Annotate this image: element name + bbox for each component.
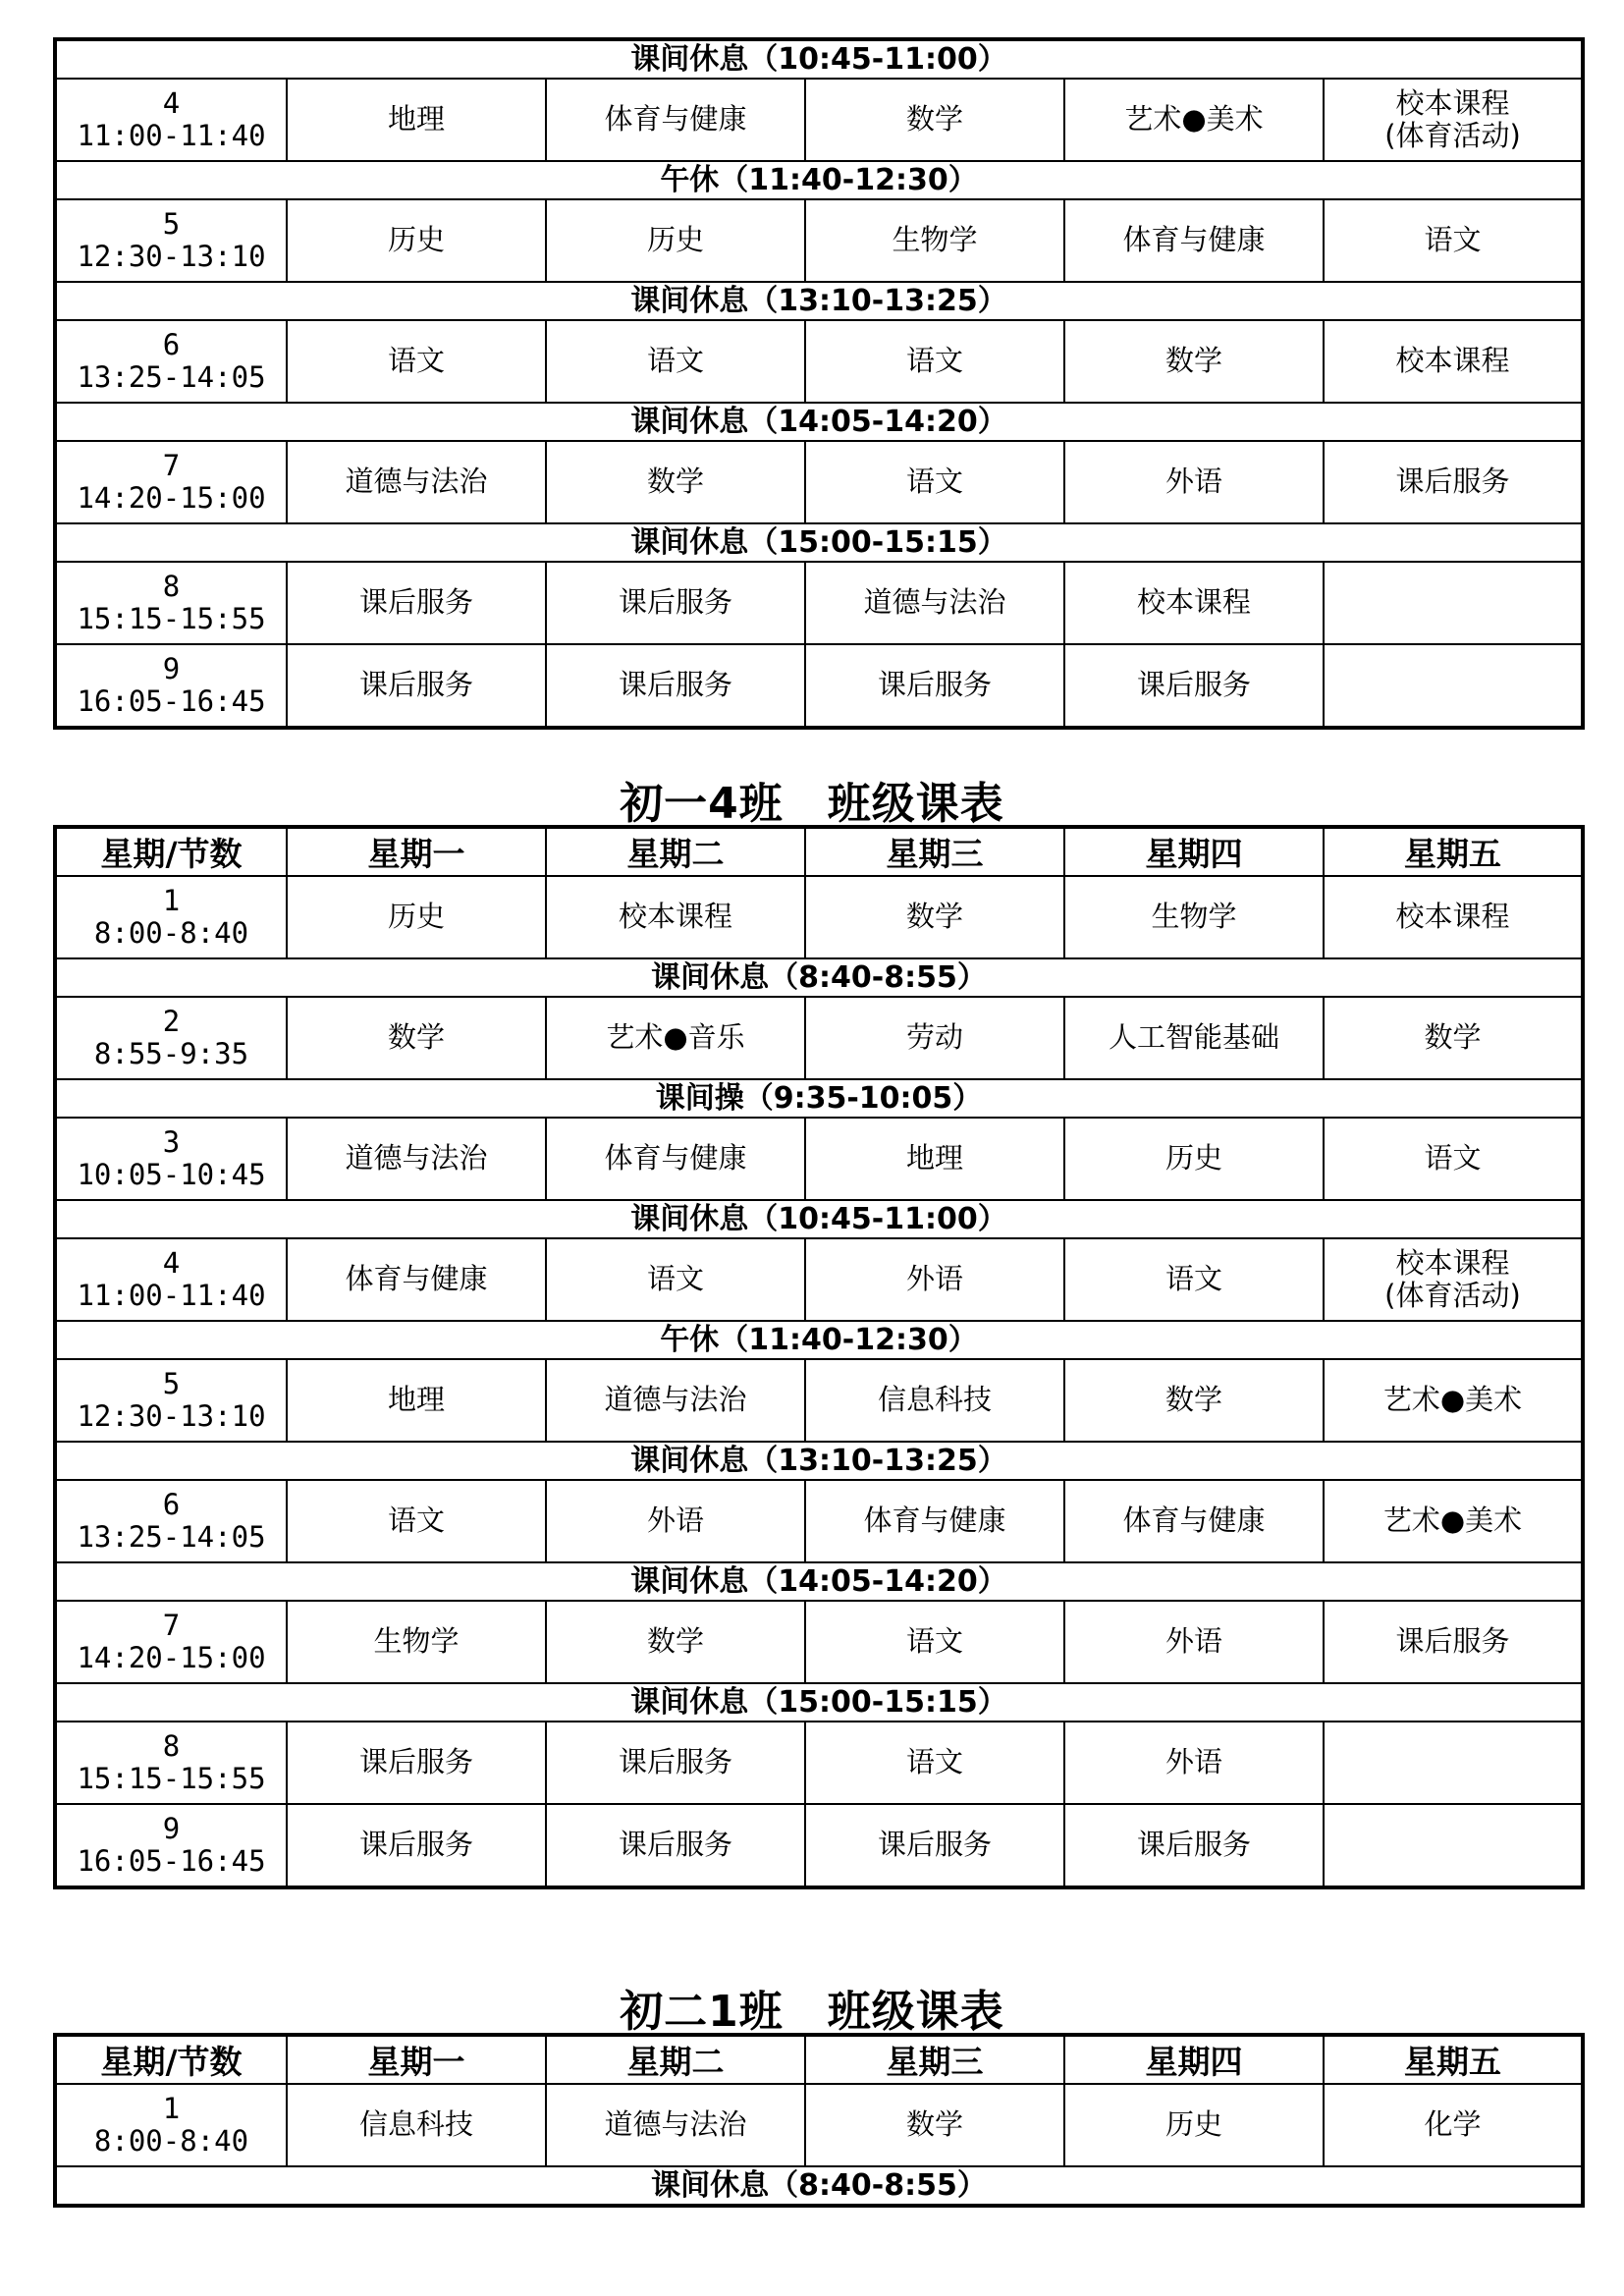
period-number: 4	[162, 85, 181, 120]
break-label: 课间休息（13:10-13:25）	[55, 1442, 1583, 1480]
subject-cell: 数学	[805, 2084, 1064, 2166]
timetable-title-class-8-1: 初二1班 班级课表	[620, 1987, 1004, 2037]
subject-cell: 课后服务	[287, 562, 546, 644]
period-row	[55, 199, 1583, 282]
break-label: 课间操（9:35-10:05）	[55, 1079, 1583, 1118]
period-slot	[55, 562, 287, 644]
subject-cell: 课后服务	[546, 644, 805, 728]
subject-cell: 校本课程 (体育活动)	[1324, 79, 1583, 161]
header-cell: 星期一	[287, 827, 546, 876]
subject-cell	[1324, 644, 1583, 728]
period-time: 12:30-13:10	[77, 1399, 266, 1433]
period-time: 8:00-8:40	[93, 916, 249, 950]
subject-cell: 外语	[1064, 441, 1324, 523]
timetable-class-8-1	[53, 2033, 1585, 2208]
subject-cell: 数学	[805, 79, 1064, 161]
subject-cell: 课后服务	[287, 1722, 546, 1804]
subject-cell: 体育与健康	[805, 1480, 1064, 1562]
period-slot	[55, 79, 287, 161]
period-row	[55, 1359, 1583, 1442]
break-row	[55, 39, 1583, 79]
subject-cell: 外语	[805, 1238, 1064, 1321]
period-number: 9	[162, 651, 181, 685]
subject-cell: 人工智能基础	[1064, 997, 1324, 1079]
period-time: 8:00-8:40	[93, 2124, 249, 2158]
subject-cell: 数学	[805, 876, 1064, 958]
period-time: 13:25-14:05	[77, 360, 266, 394]
period-slot	[55, 1480, 287, 1562]
break-row	[55, 1442, 1583, 1480]
subject-cell: 校本课程	[1064, 562, 1324, 644]
subject-cell: 体育与健康	[287, 1238, 546, 1321]
subject-cell: 校本课程	[1324, 320, 1583, 403]
header-cell: 星期一	[287, 2035, 546, 2084]
subject-cell: 道德与法治	[287, 1118, 546, 1200]
period-slot	[55, 644, 287, 728]
subject-cell: 化学	[1324, 2084, 1583, 2166]
subject-cell: 课后服务	[805, 644, 1064, 728]
timetable-title-class-7-4: 初一4班 班级课表	[620, 779, 1004, 829]
period-number: 9	[162, 1811, 181, 1845]
subject-cell: 语文	[805, 1722, 1064, 1804]
subject-cell: 道德与法治	[546, 1359, 805, 1442]
break-label: 课间休息（13:10-13:25）	[55, 282, 1583, 320]
period-number: 4	[162, 1245, 181, 1280]
subject-cell: 历史	[287, 876, 546, 958]
subject-cell: 生物学	[287, 1601, 546, 1683]
subject-cell: 课后服务	[287, 644, 546, 728]
subject-cell: 数学	[546, 1601, 805, 1683]
timetable-class-7-4	[53, 825, 1585, 1889]
subject-cell: 外语	[1064, 1722, 1324, 1804]
period-slot	[55, 199, 287, 282]
subject-cell: 生物学	[805, 199, 1064, 282]
subject-cell: 课后服务	[1064, 644, 1324, 728]
subject-cell: 体育与健康	[1064, 1480, 1324, 1562]
break-row	[55, 282, 1583, 320]
period-slot	[55, 2084, 287, 2166]
break-row	[55, 2166, 1583, 2206]
subject-cell: 历史	[1064, 1118, 1324, 1200]
header-row	[55, 827, 1583, 876]
subject-cell: 课后服务	[546, 1722, 805, 1804]
period-slot	[55, 1722, 287, 1804]
period-time: 15:15-15:55	[77, 602, 266, 635]
subject-cell: 语文	[1324, 199, 1583, 282]
period-time: 14:20-15:00	[77, 1641, 266, 1674]
subject-cell: 语文	[1064, 1238, 1324, 1321]
header-cell: 星期/节数	[55, 2035, 287, 2084]
period-row	[55, 320, 1583, 403]
subject-cell: 历史	[287, 199, 546, 282]
subject-cell: 校本课程	[1324, 876, 1583, 958]
header-cell: 星期二	[546, 2035, 805, 2084]
period-number: 5	[162, 1366, 181, 1400]
period-number: 8	[162, 569, 181, 603]
period-number: 6	[162, 327, 181, 361]
period-slot	[55, 997, 287, 1079]
period-row	[55, 876, 1583, 958]
period-row	[55, 2084, 1583, 2166]
subject-cell: 体育与健康	[546, 79, 805, 161]
break-row	[55, 1079, 1583, 1118]
subject-cell: 语文	[805, 320, 1064, 403]
timetable-continued	[53, 37, 1585, 730]
break-row	[55, 161, 1583, 199]
subject-cell: 课后服务	[1064, 1804, 1324, 1887]
period-number: 7	[162, 448, 181, 482]
period-time: 14:20-15:00	[77, 481, 266, 515]
period-row	[55, 997, 1583, 1079]
header-cell: 星期/节数	[55, 827, 287, 876]
subject-cell: 道德与法治	[805, 562, 1064, 644]
subject-cell: 历史	[546, 199, 805, 282]
subject-cell: 校本课程 (体育活动)	[1324, 1238, 1583, 1321]
period-number: 3	[162, 1124, 181, 1159]
period-number: 8	[162, 1728, 181, 1763]
period-time: 8:55-9:35	[93, 1037, 249, 1070]
header-cell: 星期五	[1324, 827, 1583, 876]
period-time: 12:30-13:10	[77, 240, 266, 273]
break-row	[55, 958, 1583, 997]
period-row	[55, 644, 1583, 728]
break-row	[55, 403, 1583, 441]
subject-cell: 信息科技	[805, 1359, 1064, 1442]
subject-cell: 艺术●美术	[1064, 79, 1324, 161]
subject-cell: 外语	[546, 1480, 805, 1562]
period-time: 15:15-15:55	[77, 1762, 266, 1795]
break-label: 午休（11:40-12:30）	[55, 1321, 1583, 1359]
subject-cell: 历史	[1064, 2084, 1324, 2166]
subject-cell: 数学	[1064, 1359, 1324, 1442]
period-slot	[55, 1238, 287, 1321]
break-label: 课间休息（15:00-15:15）	[55, 523, 1583, 562]
period-row	[55, 1480, 1583, 1562]
subject-cell: 艺术●美术	[1324, 1480, 1583, 1562]
subject-cell: 外语	[1064, 1601, 1324, 1683]
subject-cell: 数学	[1064, 320, 1324, 403]
period-row	[55, 1238, 1583, 1321]
header-row	[55, 2035, 1583, 2084]
period-row	[55, 441, 1583, 523]
period-number: 5	[162, 206, 181, 241]
subject-cell: 地理	[287, 1359, 546, 1442]
break-label: 午休（11:40-12:30）	[55, 161, 1583, 199]
subject-cell: 艺术●美术	[1324, 1359, 1583, 1442]
subject-cell	[1324, 1722, 1583, 1804]
period-number: 6	[162, 1487, 181, 1521]
subject-cell: 道德与法治	[287, 441, 546, 523]
period-slot	[55, 876, 287, 958]
period-row	[55, 1722, 1583, 1804]
subject-cell: 校本课程	[546, 876, 805, 958]
break-label: 课间休息（10:45-11:00）	[55, 1200, 1583, 1238]
break-row	[55, 1683, 1583, 1722]
subject-cell: 艺术●音乐	[546, 997, 805, 1079]
subject-cell: 语文	[805, 1601, 1064, 1683]
subject-cell: 道德与法治	[546, 2084, 805, 2166]
header-cell: 星期五	[1324, 2035, 1583, 2084]
break-row	[55, 1562, 1583, 1601]
break-row	[55, 1321, 1583, 1359]
subject-cell: 地理	[287, 79, 546, 161]
subject-cell: 体育与健康	[1064, 199, 1324, 282]
period-row	[55, 1804, 1583, 1887]
header-cell: 星期四	[1064, 2035, 1324, 2084]
subject-cell: 课后服务	[805, 1804, 1064, 1887]
break-label: 课间休息（14:05-14:20）	[55, 1562, 1583, 1601]
period-row	[55, 562, 1583, 644]
break-row	[55, 523, 1583, 562]
subject-cell: 课后服务	[1324, 441, 1583, 523]
subject-cell: 课后服务	[287, 1804, 546, 1887]
subject-cell: 语文	[546, 320, 805, 403]
subject-cell: 数学	[287, 997, 546, 1079]
period-number: 2	[162, 1004, 181, 1038]
period-time: 16:05-16:45	[77, 684, 266, 718]
subject-cell	[1324, 562, 1583, 644]
break-label: 课间休息（8:40-8:55）	[55, 958, 1583, 997]
period-slot	[55, 1804, 287, 1887]
period-row	[55, 1118, 1583, 1200]
header-cell: 星期四	[1064, 827, 1324, 876]
subject-cell: 语文	[287, 1480, 546, 1562]
header-cell: 星期三	[805, 2035, 1064, 2084]
subject-cell: 体育与健康	[546, 1118, 805, 1200]
subject-cell: 语文	[546, 1238, 805, 1321]
period-slot	[55, 1118, 287, 1200]
period-slot	[55, 320, 287, 403]
subject-cell: 地理	[805, 1118, 1064, 1200]
break-label: 课间休息（15:00-15:15）	[55, 1683, 1583, 1722]
subject-cell: 课后服务	[1324, 1601, 1583, 1683]
period-row	[55, 79, 1583, 161]
subject-cell	[1324, 1804, 1583, 1887]
subject-cell: 语文	[805, 441, 1064, 523]
subject-cell: 课后服务	[546, 1804, 805, 1887]
period-number: 1	[162, 883, 181, 917]
subject-cell: 语文	[287, 320, 546, 403]
header-cell: 星期二	[546, 827, 805, 876]
break-label: 课间休息（14:05-14:20）	[55, 403, 1583, 441]
period-slot	[55, 1359, 287, 1442]
header-cell: 星期三	[805, 827, 1064, 876]
break-label: 课间休息（10:45-11:00）	[55, 39, 1583, 79]
period-time: 13:25-14:05	[77, 1520, 266, 1554]
period-slot	[55, 441, 287, 523]
period-time: 11:00-11:40	[77, 119, 266, 152]
break-row	[55, 1200, 1583, 1238]
subject-cell: 生物学	[1064, 876, 1324, 958]
period-time: 11:00-11:40	[77, 1279, 266, 1312]
subject-cell: 数学	[546, 441, 805, 523]
period-row	[55, 1601, 1583, 1683]
period-number: 1	[162, 2091, 181, 2125]
subject-cell: 语文	[1324, 1118, 1583, 1200]
period-number: 7	[162, 1608, 181, 1642]
period-time: 10:05-10:45	[77, 1158, 266, 1191]
period-slot	[55, 1601, 287, 1683]
period-time: 16:05-16:45	[77, 1844, 266, 1878]
subject-cell: 信息科技	[287, 2084, 546, 2166]
subject-cell: 课后服务	[546, 562, 805, 644]
subject-cell: 劳动	[805, 997, 1064, 1079]
break-label: 课间休息（8:40-8:55）	[55, 2166, 1583, 2206]
subject-cell: 数学	[1324, 997, 1583, 1079]
